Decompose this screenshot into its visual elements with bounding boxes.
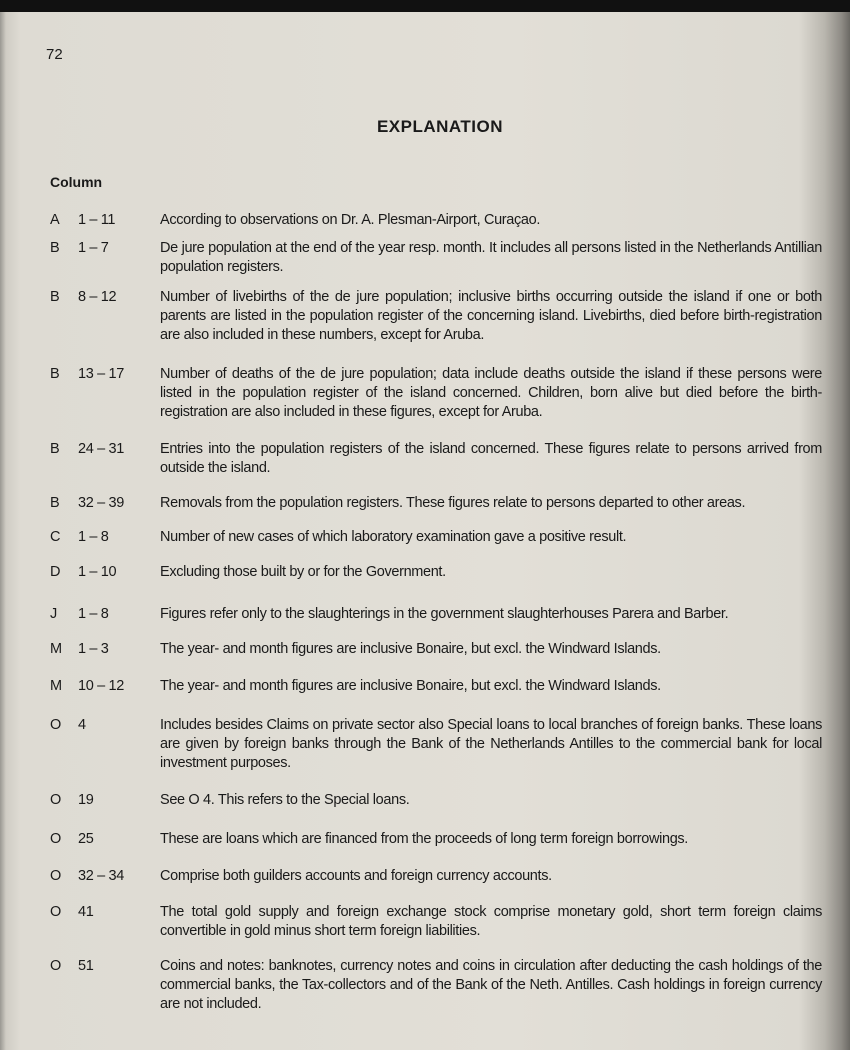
column-range: 1 – 7: [78, 240, 109, 256]
entry-description: Removals from the population registers. These figures relate to persons departed to other areas.: [160, 495, 746, 511]
column-code: B: [50, 495, 60, 511]
column-range: 8 – 12: [78, 289, 117, 305]
explanation-entry: [50, 903, 822, 941]
explanation-entry: [50, 605, 822, 624]
column-range: 32 – 34: [78, 868, 124, 884]
explanation-entry: [50, 830, 822, 849]
column-code: A: [50, 212, 60, 228]
explanation-entry: [50, 440, 822, 478]
entry-description: De jure population at the end of the year resp. month. It includes all persons listed in the Netherlands Antillian population registers.: [160, 240, 822, 275]
column-range: 24 – 31: [78, 441, 124, 457]
column-range: 51: [78, 958, 94, 974]
column-code: O: [50, 868, 61, 884]
explanation-entry: [50, 640, 822, 659]
entry-description: The year- and month figures are inclusive Bonaire, but excl. the Windward Islands.: [160, 678, 661, 694]
column-header: Column: [50, 174, 103, 190]
column-range: 1 – 8: [78, 529, 109, 545]
column-range: 32 – 39: [78, 495, 124, 511]
column-code: C: [50, 529, 61, 545]
entry-description: Includes besides Claims on private sector also Special loans to local branches of foreign banks. These loans are given by foreign banks through the Bank of the Netherlands Antilles to the commercial bank for local investment purposes.: [160, 717, 822, 771]
column-range: 4: [78, 717, 86, 733]
column-code: B: [50, 289, 60, 305]
explanation-entry: [50, 288, 822, 345]
explanation-entry: [50, 528, 822, 547]
column-code: O: [50, 792, 61, 808]
column-code: M: [50, 641, 62, 657]
document-page: [0, 12, 850, 1050]
entry-description: Figures refer only to the slaughterings in the government slaughterhouses Parera and Barber.: [160, 606, 729, 622]
entry-description: The total gold supply and foreign exchange stock comprise monetary gold, short term foreign claims convertible in gold minus short term foreign liabilities.: [160, 904, 822, 939]
entry-description: Number of deaths of the de jure population; data include deaths outside the island if these persons were listed in the population register of the island concerned. Children, born alive but died before the birth-registration are also included in these figures, except for Aruba.: [160, 366, 822, 420]
column-code: D: [50, 564, 61, 580]
column-code: B: [50, 441, 60, 457]
explanation-entry: [50, 677, 822, 696]
explanation-entry: [50, 957, 822, 1014]
column-range: 41: [78, 904, 94, 920]
explanation-entry: [50, 791, 822, 810]
column-code: O: [50, 904, 61, 920]
explanation-entry: [50, 563, 822, 582]
column-code: B: [50, 240, 60, 256]
entry-description: See O 4. This refers to the Special loans.: [160, 792, 410, 808]
explanation-entry: [50, 211, 822, 230]
column-range: 10 – 12: [78, 678, 124, 694]
explanation-entry: [50, 494, 822, 513]
explanation-entry: [50, 365, 822, 422]
explanation-entry: [50, 716, 822, 773]
column-code: B: [50, 366, 60, 382]
entry-description: These are loans which are financed from the proceeds of long term foreign borrowings.: [160, 831, 688, 847]
column-code: J: [50, 606, 57, 622]
column-code: O: [50, 831, 61, 847]
explanation-entry: [50, 867, 822, 886]
entry-description: Coins and notes: banknotes, currency notes and coins in circulation after deducting the cash holdings of the commercial banks, the Tax-collectors and of the Bank of the Neth. Antilles. Cash holdings in foreign currency are not included.: [160, 958, 822, 1012]
column-range: 25: [78, 831, 94, 847]
column-range: 13 – 17: [78, 366, 124, 382]
column-range: 1 – 10: [78, 564, 117, 580]
entry-description: Comprise both guilders accounts and foreign currency accounts.: [160, 868, 552, 884]
column-range: 19: [78, 792, 94, 808]
column-range: 1 – 8: [78, 606, 109, 622]
column-range: 1 – 11: [78, 212, 116, 228]
entry-description: According to observations on Dr. A. Plesman-Airport, Curaçao.: [160, 212, 541, 228]
page-number: 72: [46, 46, 63, 63]
column-code: O: [50, 717, 61, 733]
entry-description: Number of livebirths of the de jure population; inclusive births occurring outside the island if one or both parents are listed in the population register of the concerning island. Livebirths, died before birth-registration are also included in these numbers, except for Aruba.: [160, 289, 822, 343]
entry-description: Entries into the population registers of the island concerned. These figures relate to persons arrived from outside the island.: [160, 441, 822, 476]
entry-description: Number of new cases of which laboratory examination gave a positive result.: [160, 529, 627, 545]
column-code: M: [50, 678, 62, 694]
column-range: 1 – 3: [78, 641, 109, 657]
entry-description: The year- and month figures are inclusive Bonaire, but excl. the Windward Islands.: [160, 641, 661, 657]
explanation-entry: [50, 239, 822, 277]
column-code: O: [50, 958, 61, 974]
entry-description: Excluding those built by or for the Government.: [160, 564, 446, 580]
page-title: EXPLANATION: [376, 117, 504, 136]
